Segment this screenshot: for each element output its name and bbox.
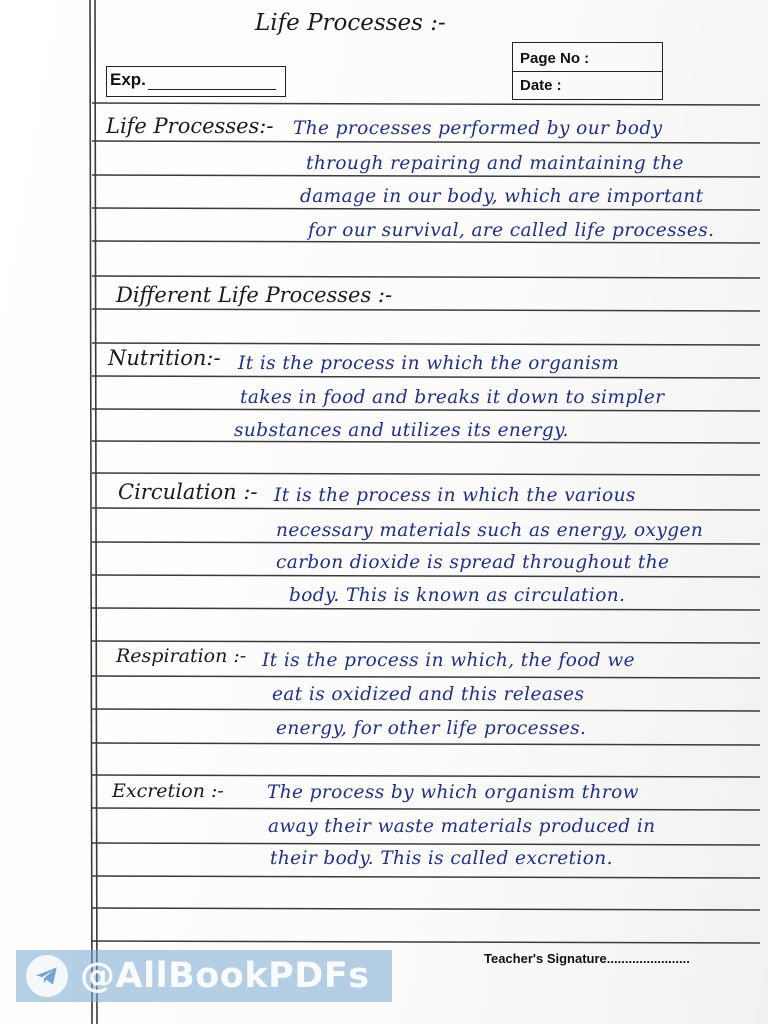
telegram-icon xyxy=(26,955,68,997)
nutrition-line-1: It is the process in which the organism xyxy=(238,353,620,374)
watermark-banner xyxy=(16,950,392,1002)
excretion-line-3: their body. This is called excretion. xyxy=(270,848,613,869)
excretion-heading: Excretion :- xyxy=(112,780,224,802)
exp-underline xyxy=(148,89,276,90)
circulation-line-1: It is the process in which the various xyxy=(274,485,636,506)
life-processes-line-1: The processes performed by our body xyxy=(293,118,663,139)
respiration-line-3: energy, for other life processes. xyxy=(276,718,587,739)
nutrition-line-2: takes in food and breaks it down to simpler xyxy=(240,387,665,408)
page-title: Life Processes :- xyxy=(255,10,446,36)
respiration-line-1: It is the process in which, the food we xyxy=(262,650,635,671)
excretion-line-2: away their waste materials produced in xyxy=(268,816,656,837)
teacher-signature-label: Teacher's Signature....................... xyxy=(484,951,690,966)
nutrition-line-3: substances and utilizes its energy. xyxy=(234,420,569,441)
circulation-line-4: body. This is known as circulation. xyxy=(289,585,626,606)
circulation-line-2: necessary materials such as energy, oxygen xyxy=(276,520,704,541)
respiration-heading: Respiration :- xyxy=(116,645,247,667)
exp-label: Exp. xyxy=(110,70,146,89)
life-processes-heading: Life Processes:- xyxy=(106,114,274,138)
excretion-line-1: The process by which organism throw xyxy=(267,782,639,803)
date-label: Date : xyxy=(520,77,562,94)
circulation-line-3: carbon dioxide is spread throughout the xyxy=(276,552,670,573)
nutrition-heading: Nutrition:- xyxy=(108,346,221,370)
life-processes-line-4: for our survival, are called life processes. xyxy=(308,220,715,241)
life-processes-line-2: through repairing and maintaining the xyxy=(306,153,684,174)
life-processes-line-3: damage in our body, which are important xyxy=(300,186,704,207)
page-date-divider xyxy=(513,71,662,72)
respiration-line-2: eat is oxidized and this releases xyxy=(272,684,585,705)
page-no-label: Page No : xyxy=(520,50,590,67)
circulation-heading: Circulation :- xyxy=(118,480,258,504)
watermark-text: @AllBookPDFs xyxy=(80,956,370,996)
different-heading: Different Life Processes :- xyxy=(116,283,393,307)
